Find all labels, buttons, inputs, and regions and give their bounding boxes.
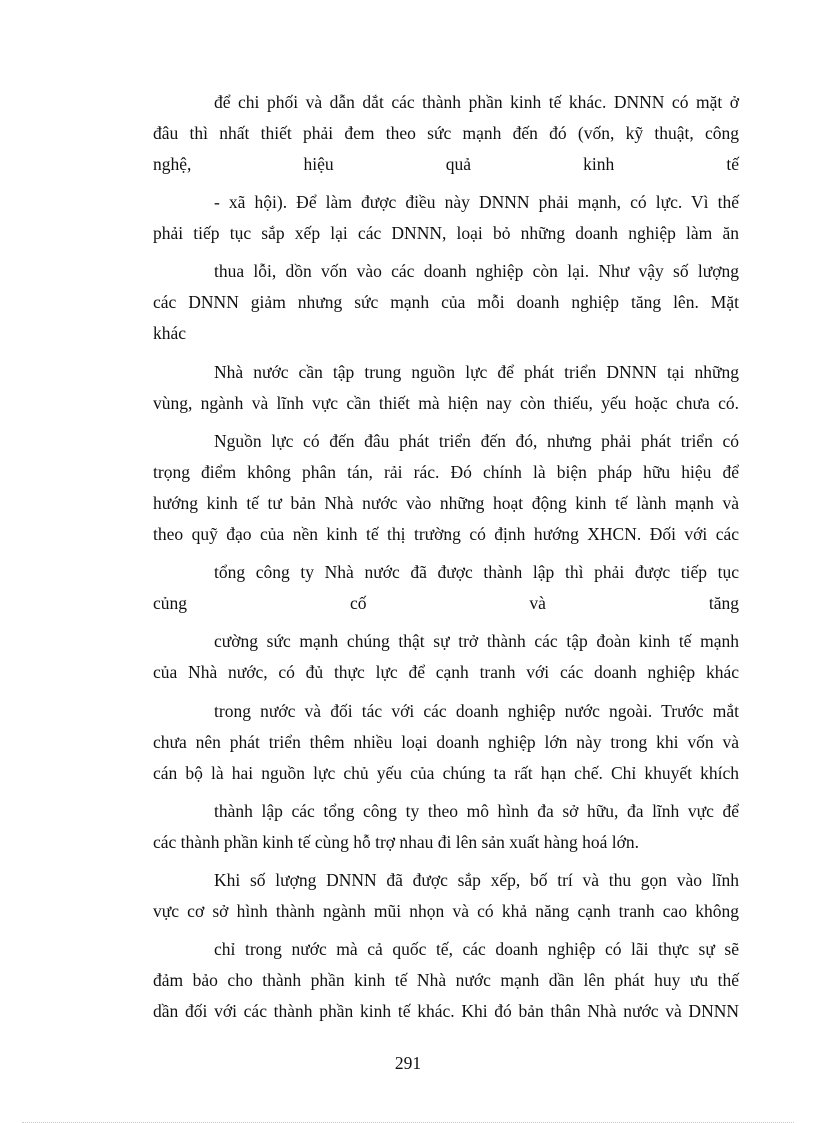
- text-line: chưa nên phát triển thêm nhiều loại doanh nghiệp lớn này trong khi vốn và: [153, 732, 739, 752]
- text-line: tổng công ty Nhà nước đã được thành lập thì phải được tiếp tục: [214, 562, 739, 582]
- text-line: các thành phần kinh tế cùng hỗ trợ nhau đi lên sản xuất hàng hoá lớn.: [153, 832, 640, 852]
- text-line: thành lập các tổng công ty theo mô hình đa sở hữu, đa lĩnh vực để: [214, 801, 739, 821]
- text-line: phải tiếp tục sắp xếp lại các DNNN, loại bỏ những doanh nghiệp làm ăn: [153, 223, 739, 243]
- text-line: cường sức mạnh chúng thật sự trở thành các tập đoàn kinh tế mạnh: [214, 631, 739, 651]
- text-line: trong nước và đối tác với các doanh nghiệp nước ngoài. Trước mắt: [214, 701, 739, 721]
- text-line: Khi số lượng DNNN đã được sắp xếp, bố trí và thu gọn vào lĩnh: [214, 870, 739, 890]
- text-line: vùng, ngành và lĩnh vực cần thiết mà hiện nay còn thiếu, yếu hoặc chưa có.: [153, 393, 739, 413]
- text-line: nghệ, hiệu quả kinh tế: [153, 154, 739, 174]
- text-line: dần đối với các thành phần kinh tế khác. Khi đó bản thân Nhà nước và DNNN: [153, 1001, 739, 1021]
- text-line: thua lỗi, dồn vốn vào các doanh nghiệp còn lại. Như vậy số lượng: [214, 261, 739, 281]
- text-line: theo quỹ đạo của nền kinh tế thị trường có định hướng XHCN. Đối với các: [153, 524, 739, 544]
- page-number: 291: [394, 1053, 422, 1073]
- text-line: Nhà nước cần tập trung nguồn lực để phát triển DNNN tại những: [214, 362, 739, 382]
- text-line: Nguồn lực có đến đâu phát triển đến đó, nhưng phải phát triển có: [214, 431, 739, 451]
- text-line: khác: [153, 323, 187, 343]
- text-line: các DNNN giảm nhưng sức mạnh của mỗi doanh nghiệp tăng lên. Mặt: [153, 292, 739, 312]
- text-line: đâu thì nhất thiết phải đem theo sức mạnh đến đó (vốn, kỹ thuật, công: [153, 123, 739, 143]
- text-line: trọng điểm không phân tán, rải rác. Đó chính là biện pháp hữu hiệu để: [153, 462, 739, 482]
- text-line: cán bộ là hai nguồn lực chủ yếu của chúng ta rất hạn chế. Chỉ khuyết khích: [153, 763, 739, 783]
- text-line: của Nhà nước, có đủ thực lực để cạnh tranh với các doanh nghiệp khác: [153, 662, 739, 682]
- text-line: củng cố và tăng: [153, 593, 739, 613]
- text-line: chỉ trong nước mà cả quốc tế, các doanh nghiệp có lãi thực sự sẽ: [214, 939, 739, 959]
- text-line: - xã hội). Để làm được điều này DNNN phải mạnh, có lực. Vì thế: [214, 192, 739, 212]
- text-line: vực cơ sở hình thành ngành mũi nhọn và có khả năng cạnh tranh cao không: [153, 901, 739, 921]
- text-line: hướng kinh tế tư bản Nhà nước vào những hoạt động kinh tế lành mạnh và: [153, 493, 739, 513]
- text-line: để chi phối và dẫn dắt các thành phần kinh tế khác. DNNN có mặt ở: [214, 92, 739, 112]
- text-line: đảm bảo cho thành phần kinh tế Nhà nước mạnh dần lên phát huy ưu thế: [153, 970, 739, 990]
